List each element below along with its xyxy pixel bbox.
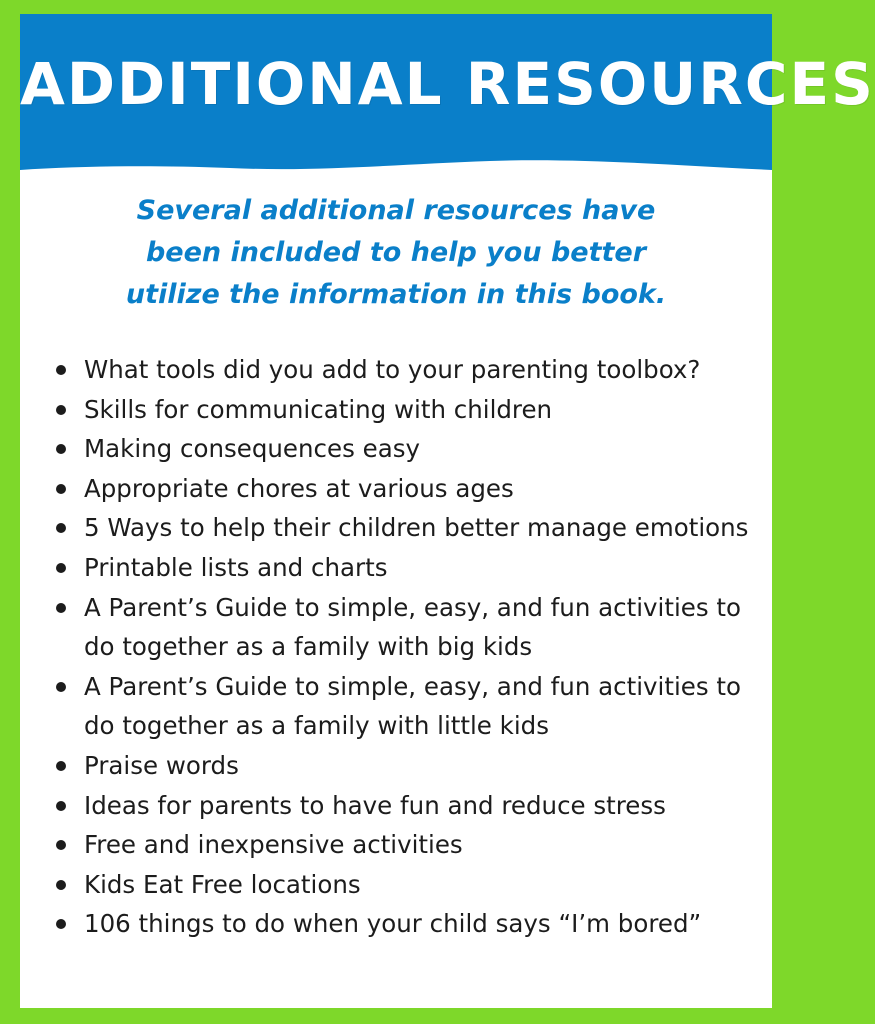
list-item [50, 548, 762, 588]
bullet-icon [56, 880, 66, 890]
list-item [50, 667, 762, 746]
list-item-label: Ideas for parents to have fun and reduce stress [84, 790, 666, 820]
list-item-label: Praise words [84, 750, 239, 780]
bullet-icon [56, 563, 66, 573]
list-item [50, 429, 762, 469]
list-item-label: What tools did you add to your parenting toolbox? [84, 355, 701, 384]
bullet-icon [56, 484, 66, 494]
list-item [50, 825, 762, 865]
bullet-icon [56, 919, 66, 929]
bullet-icon [56, 801, 66, 811]
list-item-label: Appropriate chores at various ages [84, 473, 514, 503]
page-title: ADDITIONAL RESOURCES [20, 50, 875, 118]
bullet-icon [56, 603, 66, 613]
list-item [50, 588, 762, 667]
list-item [50, 508, 762, 548]
list-item-label: Skills for communicating with children [84, 394, 553, 424]
list-item [50, 865, 762, 905]
list-item-label: Kids Eat Free locations [84, 869, 361, 899]
resource-list [50, 350, 762, 944]
bullet-icon [56, 523, 66, 533]
list-item [50, 786, 762, 826]
list-item-label: Making consequences easy [84, 434, 420, 464]
bullet-icon [56, 761, 66, 771]
list-item-label: Printable lists and charts [84, 552, 388, 582]
intro-text: Several additional resources have been included to help you better utilize the information in this book. [125, 195, 667, 310]
list-item [50, 904, 762, 944]
list-item-label: 5 Ways to help their children better manage emotions [84, 513, 749, 543]
list-item-label: A Parent’s Guide to simple, easy, and fun activities to do together as a family with big kids [84, 592, 741, 662]
bullet-icon [56, 365, 66, 375]
list-item [50, 746, 762, 786]
list-item-label: A Parent’s Guide to simple, easy, and fun activities to do together as a family with little kids [84, 671, 741, 741]
list-item [50, 469, 762, 509]
list-item [50, 390, 762, 430]
bullet-icon [56, 405, 66, 415]
resource-card [20, 14, 875, 1008]
bullet-icon [56, 840, 66, 850]
list-item-label: 106 things to do when your child says “I’m bored” [84, 909, 702, 939]
bullet-icon [56, 444, 66, 454]
list-item-label: Free and inexpensive activities [84, 830, 463, 860]
header-banner [20, 14, 875, 174]
bullet-icon [56, 682, 66, 692]
list-item [50, 350, 762, 390]
